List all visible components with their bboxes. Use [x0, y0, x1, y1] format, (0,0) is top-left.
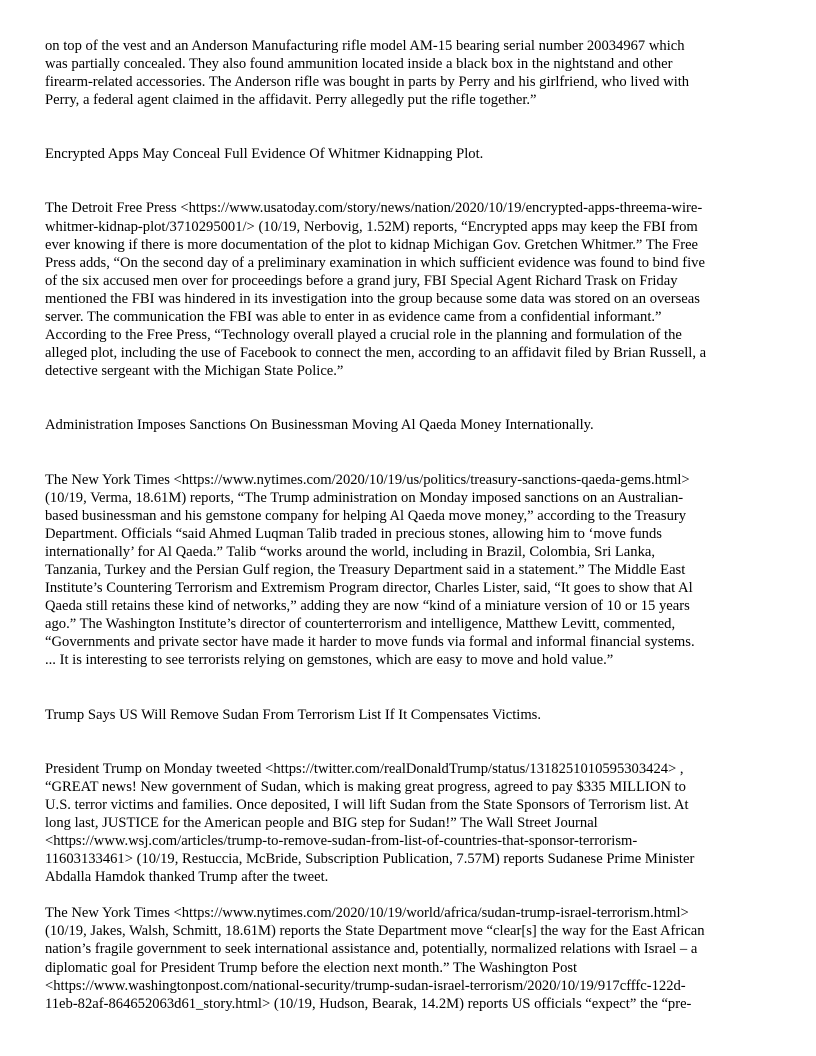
paragraph-nyt-sanctions: The New York Times <https://www.nytimes.com/2020/10/19/us/politics/treasury-sanctions-qaeda-gems.html> (10/19, Verma, 18.61M) reports, “The Trump administration on Monday imposed sanctions on an Australian- based businessman and his gemstone company for helping Al Qaeda move money,” according to the Treasury Department. Officials “said Ahmed Luqman Talib traded in precious stones, allowing him to ‘move funds internationally’ for Al Qaeda.” Talib “works around the world, including in Brazil, Colombia, Sri Lanka, Tanzania, Turkey and the Persian Gulf region, the Treasury Department said in a statement.” The Middle East Institute’s Countering Terrorism and Extremism Program director, Charles Lister, said, “It goes to show that Al Qaeda still retains these kind of networks,” adding they are now “kind of a miniature version of 10 or 15 years ago.” The Washington Institute’s director of counterterrorism and intelligence, Matthew Levitt, commented, “Governments and private sector have made it harder to move funds via formal and informal financial systems. ... It is interesting to see terrorists relying on gemstones, which are easy to move and hold value.” [45, 471, 695, 669]
document-page [45, 37, 775, 1013]
paragraph-detroit-free-press: The Detroit Free Press <https://www.usatoday.com/story/news/nation/2020/10/19/encrypted-apps-threema-wire- whitmer-kidnap-plot/3710295001/> (10/19, Nerbovig, 1.52M) reports, “Encrypted apps may keep the FBI from ever knowing if there is more documentation of the plot to kidnap Michigan Gov. Gretchen Whitmer.” The Free Press adds, “On the second day of a preliminary examination in which sufficient evidence was found to bind five of the six accused men over for proceedings before a grand jury, FBI Special Agent Richard Trask on Friday mentioned the FBI was hindered in its investigation into the group because some data was stored on an overseas server. The communication the FBI was able to enter in as evidence came from a confidential informant.” According to the Free Press, “Technology overall played a crucial role in the planning and formulation of the alleged plot, including the use of Facebook to connect the men, according to an affidavit filed by Brian Russell, a detective sergeant with the Michigan State Police.” [45, 200, 707, 380]
paragraph-vest-rifle: on top of the vest and an Anderson Manufacturing rifle model AM-15 bearing serial number 20034967 which was partially concealed. They also found ammunition located inside a black box in the nightstand and other firearm-related accessories. The Anderson rifle was bought in parts by Perry and his girlfriend, who lived with Perry, a federal agent claimed in the affidavit. Perry allegedly put the rifle together.” [45, 38, 690, 109]
headline-encrypted-apps: Encrypted Apps May Conceal Full Evidence Of Whitmer Kidnapping Plot. [45, 146, 484, 163]
paragraph-nyt-sudan: The New York Times <https://www.nytimes.com/2020/10/19/world/africa/sudan-trump-israel-terrorism.html> (10/19, Jakes, Walsh, Schmitt, 18.61M) reports the State Department move “clear[s] the way for the East African nation’s fragile government to seek international assistance and, potentially, normalized relations with Israel – a diplomatic goal for President Trump before the election next month.” The Washington Post <https://www.washingtonpost.com/national-security/trump-sudan-israel-terrorism/2020/10/19/917cfffc-122d- 11eb-82af-864652063d61_story.html> (10/19, Hudson, Bearak, 14.2M) reports US officials “expect” the “pre- [45, 905, 705, 1012]
paragraph-trump-tweet: President Trump on Monday tweeted <https://twitter.com/realDonaldTrump/status/1318251010595303424> , “GREAT news! New government of Sudan, which is making great progress, agreed to pay $335 MILLION to U.S. terror victims and families. Once deposited, I will lift Sudan from the State Sponsors of Terrorism list. At long last, JUSTICE for the American people and BIG step for Sudan!” The Wall Street Journal <https://www.wsj.com/articles/trump-to-remove-sudan-from-list-of-countries-that-sponsor-terrorism- 11603133461> (10/19, Restuccia, McBride, Subscription Publication, 7.57M) reports Sudanese Prime Minister Abdalla Hamdok thanked Trump after the tweet. [45, 760, 695, 886]
headline-sanctions-al-qaeda: Administration Imposes Sanctions On Businessman Moving Al Qaeda Money Internationally. [45, 417, 594, 434]
headline-sudan-terrorism-list: Trump Says US Will Remove Sudan From Terrorism List If It Compensates Victims. [45, 706, 541, 723]
